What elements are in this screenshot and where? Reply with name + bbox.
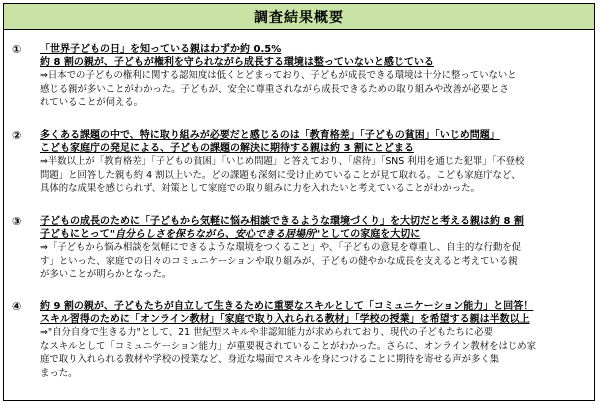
finding-description: ⇒「子どもから悩み相談を気軽にできるような環境をつくること」や、「子どもの意見を尊重し、自主的な行動を促 す」といった、家庭での日々のコミュニケーションや取り組みが、子どもの健やかな成長を支えると考えている親 が多いことが明らかとなった。: [40, 242, 522, 281]
finding-description: ⇒半数以上が「教育格差」「子どもの貧困」「いじめ問題」と答えており、「虐待」「SNS 利用を通じた犯罪」「不登校 問題」と回答した親も約 4 割以上いた。どの課題も深刻に受け止めていることが見て取れる。こども家庭庁など、 具体的な成果を感じられず、対策として家庭での取り組みに力を入れたいと考えていることがわかった。: [40, 156, 525, 195]
summary-header: [4, 4, 594, 30]
finding-number: ①: [12, 43, 22, 56]
summary-title: 調査結果概要: [254, 9, 344, 26]
finding-headline: 約 9 割の親が、子どもたちが自立して生きるために重要なスキルとして「コミュニケーション能力」と回答！: [40, 301, 534, 312]
finding-headline: 約 8 割の親が、子どもが権利を守られながら成長する環境は整っていないと感じている: [40, 57, 434, 69]
finding-description: ⇒"自分自身で生きる力"として、21 世紀型スキルや非認知能力が求められており、現代の子どもたちに必要 なスキルとして「コミュニケーション能力」が重要視されていることがわかった。さらに、オンライン教材をはじめ家 庭で取り入れられる教材や学校の授業など、身近な場面でスキルを身につけることに期待を寄せる声が多く集 まった。: [40, 327, 536, 379]
finding-description: ⇒日本での子どもの権利に関する認知度は低くとどまっており、子どもが成長できる環境は十分に整っていないと 感じる親が多いことがわかった。子どもが、安全に尊重されながら成長できるための取り組みや改善が必要とさ れていることが伺える。: [40, 70, 517, 109]
summary-box: [3, 3, 595, 401]
finding-headline: 子どもにとって"自分らしさを保ちながら、安心できる居場所"としての家庭を大切に: [40, 229, 421, 241]
finding-number: ④: [12, 300, 22, 313]
finding-headline: 多くある課題の中で、特に取り組みが必要だと感じるのは「教育格差」「子どもの貧困」「いじめ問題」: [40, 130, 500, 141]
finding-headline: こども家庭庁の発足による、子どもの課題の解決に期待する親は約 3 割にとどまる: [40, 143, 414, 155]
finding-headline: 子どもの成長のために「子どもから気軽に悩み相談できるような環境づくり」を大切だと考える親は約 8 割: [40, 216, 524, 227]
finding-headline: スキル習得のために「オンライン教材」「家庭で取り入れられる教材」「学校の授業」を希望する親は半数以上: [40, 314, 530, 326]
finding-headline: 「世界子どもの日」を知っている親はわずか約 0.5%: [40, 44, 282, 55]
finding-number: ③: [12, 215, 22, 228]
finding-number: ②: [12, 129, 22, 142]
